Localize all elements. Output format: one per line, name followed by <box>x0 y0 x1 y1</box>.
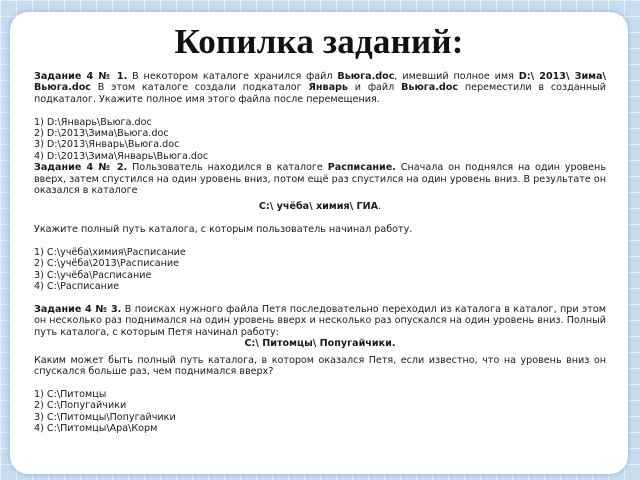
task-3-question: Каким может быть полный путь каталога, в котором оказался Петя, если известно, что на уровень вниз он спускался больше раз, чем поднимался вверх? <box>34 354 606 378</box>
slide-title: Копилка заданий: <box>174 22 464 61</box>
task-1-text: Задание 4 № 1. В некотором каталоге хранился файл Вьюга.doc, имевший полное имя D:\ 2013\ Зима\ Вьюга.doc В этом каталоге создали подкаталог Январь и файл Вьюга.doc переместили в созданный подкаталог. Укажите полное имя этого файла после перемещения. <box>34 71 606 105</box>
tasks-content <box>34 71 606 435</box>
task-3-options <box>34 389 606 435</box>
task-2-question: Укажите полный путь каталога, с которым пользователь начинал работу. <box>34 224 413 236</box>
answer-option: 2) С:\Попугайчики <box>34 400 127 412</box>
task-3-label: Задание 4 № 3. <box>34 304 122 316</box>
answer-option: 3) С:\Питомцы\Попугайчики <box>34 411 176 423</box>
slide-card <box>10 12 628 474</box>
answer-option: 1) С:\Питомцы <box>34 388 107 400</box>
task-2-text: Задание 4 № 2. Пользователь находился в каталоге Расписание. Сначала он поднялся на один уровень вверх, затем спустился на один уровень вниз, потом ещё раз спустился на один уровень вниз. В результате он оказался в каталоге <box>34 162 606 197</box>
answer-option: 4) D:\2013\Зима\Январь\Вьюга.doc <box>34 150 209 162</box>
task-3-text: Задание 4 № 3. В поисках нужного файла Петя последовательно переходил из каталога в каталог, при этом он несколько раз поднимался на один уровень вверх и несколько раз опускался на один уровень вниз. Полный путь каталога, с которым Петя начинал работу: <box>34 304 606 338</box>
task-2-options <box>34 247 606 293</box>
answer-option: 1) С:\учёба\химия\Расписание <box>34 247 186 259</box>
answer-option: 4) С:\Питомцы\Ара\Корм <box>34 423 158 435</box>
answer-option: 3) D:\2013\Январь\Вьюга.doc <box>34 139 180 151</box>
answer-option: 2) D:\2013\Зима\Вьюга.doc <box>34 128 169 140</box>
task-1-label: Задание 4 № 1. <box>34 71 128 82</box>
answer-option: 1) D:\Январь\Вьюга.doc <box>34 116 152 128</box>
task-2-label: Задание 4 № 2. <box>34 162 128 174</box>
task-1-options <box>34 117 606 163</box>
task-2-result-path: С:\ учёба\ химия\ ГИА. <box>258 201 382 213</box>
answer-option: 3) С:\учёба\Расписание <box>34 269 152 281</box>
answer-option: 4) С:\Расписание <box>34 281 120 293</box>
task-3-start-path: С:\ Питомцы\ Попугайчики. <box>244 338 396 350</box>
answer-option: 2) С:\учёба\2013\Расписание <box>34 258 180 270</box>
